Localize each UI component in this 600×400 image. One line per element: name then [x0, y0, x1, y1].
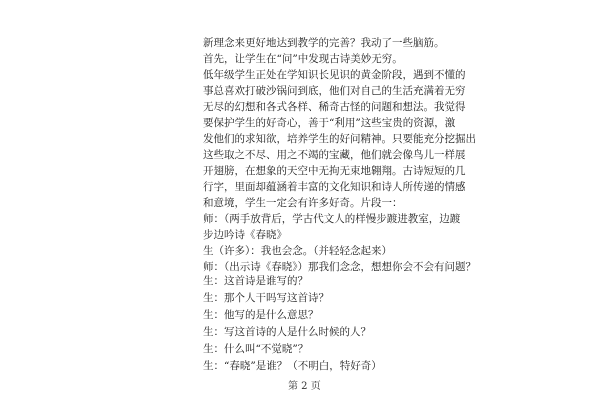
dialogue-line: 生：他写的是什么意思？ [203, 309, 319, 321]
dialogue-line: 生：写这首诗的人是什么时候的人？ [203, 326, 371, 338]
text-line: 生（许多）：我也会念。（并轻轻念起来） [203, 245, 392, 257]
dialogue-line: 生：这首诗是谁写的？ [203, 275, 308, 287]
text-line: 师：（两手放背后，学古代文人的样慢步踱进教室，边踱 [203, 213, 461, 225]
dialogue-line: 生：“春晓”是谁？（不明白，特好奇） [203, 360, 382, 372]
text-line: 要保护学生的好奇心，善于“利用”这些宝贵的资源，激 [203, 117, 456, 129]
text-line: 无尽的幻想和各式各样、稀奇古怪的问题和想法。我觉得 [203, 101, 466, 113]
text-line: 开翅膀，在想象的天空中无拘无束地翱翔。古诗短短的几 [203, 165, 466, 177]
text-line: 和意境，学生一定会有许多好奇。片段一： [203, 197, 403, 209]
page-number: 第 2 页 [288, 381, 321, 392]
text-line: 行字，里面却蕴涵着丰富的文化知识和诗人所传递的情感 [203, 181, 466, 193]
text-line: 首先，让学生在“问”中发现古诗美妙无穷。 [203, 53, 403, 65]
text-line: 这些取之不尽、用之不竭的宝藏，他们就会像鸟儿一样展 [203, 149, 466, 161]
text-line: 新理念来更好地达到教学的完善？我动了一些脑筋。 [203, 37, 445, 49]
text-line: 师：（出示诗《春晓》）那我们念念，想想你会不会有问题？ [203, 261, 476, 273]
text-line: 低年级学生正处在学知识长见识的黄金阶段，遇到不懂的 [203, 69, 466, 81]
dialogue-line: 生：那个人干吗写这首诗？ [203, 292, 329, 304]
text-line: 步边吟诗《春晓》 [203, 229, 287, 241]
dialogue-line: 生：什么叫“不觉晓”？ [203, 343, 309, 355]
text-line: 事总喜欢打破沙锅问到底，他们对自己的生活充满着无穷 [203, 85, 466, 97]
text-line: 发他们的求知欲，培养学生的好问精神。只要能充分挖掘出 [203, 133, 476, 145]
